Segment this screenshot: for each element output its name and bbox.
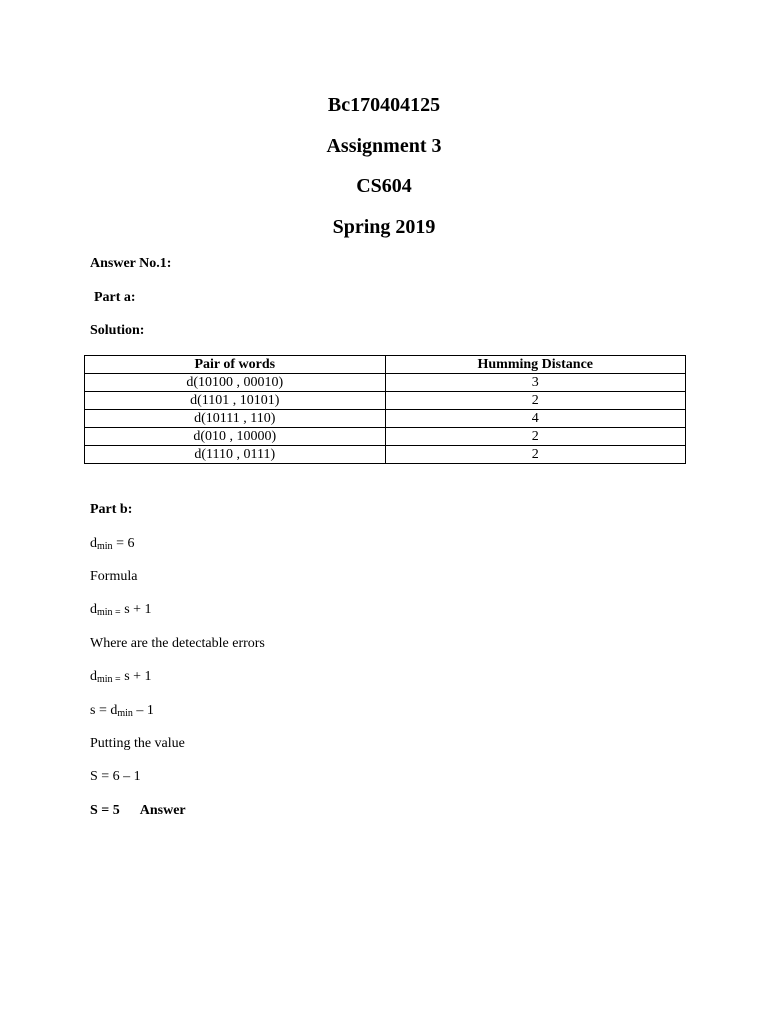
result-value: S = 5 (90, 803, 120, 818)
table-cell: d(1110 , 0111) (85, 446, 386, 464)
table-row (85, 428, 686, 446)
s-suffix: – 1 (132, 703, 154, 718)
min-eq-subscript: min = (97, 607, 121, 618)
d-symbol: d (90, 669, 97, 684)
table-cell: 2 (385, 428, 686, 446)
table-cell: 2 (385, 446, 686, 464)
where-text: Where are the detectable errors (90, 636, 265, 651)
column-header: Pair of words (85, 356, 386, 374)
term: Spring 2019 (332, 216, 436, 238)
answer-heading: Answer No.1: (90, 256, 172, 271)
formula-line-repeat (90, 668, 152, 686)
table-cell: 2 (385, 392, 686, 410)
table-cell: 3 (385, 374, 686, 392)
min-eq-subscript: min = (97, 674, 121, 685)
formula-label: Formula (90, 569, 138, 584)
min-subscript: min (117, 708, 133, 719)
formula-rhs: s + 1 (120, 669, 152, 684)
assignment-title: Assignment 3 (326, 135, 442, 157)
min-subscript: min (97, 541, 113, 552)
dmin-value: = 6 (112, 536, 135, 551)
putting-text: Putting the value (90, 736, 185, 751)
solution-heading: Solution: (90, 323, 145, 338)
d-symbol: d (90, 536, 97, 551)
s-calc-line: S = 6 – 1 (90, 769, 141, 784)
result-line (90, 802, 186, 820)
s-formula-line (90, 702, 154, 720)
table-cell: d(010 , 10000) (85, 428, 386, 446)
table-row (85, 446, 686, 464)
table-header-row (85, 356, 686, 374)
dmin-value-line (90, 535, 134, 553)
d-symbol: d (90, 602, 97, 617)
part-b-heading: Part b: (90, 502, 133, 517)
hamming-table (84, 355, 686, 464)
table-row (85, 392, 686, 410)
column-header: Humming Distance (385, 356, 686, 374)
table-row (85, 410, 686, 428)
table-cell: 4 (385, 410, 686, 428)
s-prefix: s = d (90, 703, 118, 718)
answer-label: Answer (139, 803, 186, 818)
student-id: Bc170404125 (327, 94, 441, 116)
table-row (85, 374, 686, 392)
course-code: CS604 (356, 175, 412, 197)
table-cell: d(10100 , 00010) (85, 374, 386, 392)
table-cell: d(10111 , 110) (85, 410, 386, 428)
part-a-heading: Part a: (94, 290, 136, 305)
formula-line (90, 601, 152, 619)
table-cell: d(1101 , 10101) (85, 392, 386, 410)
formula-rhs: s + 1 (120, 602, 152, 617)
